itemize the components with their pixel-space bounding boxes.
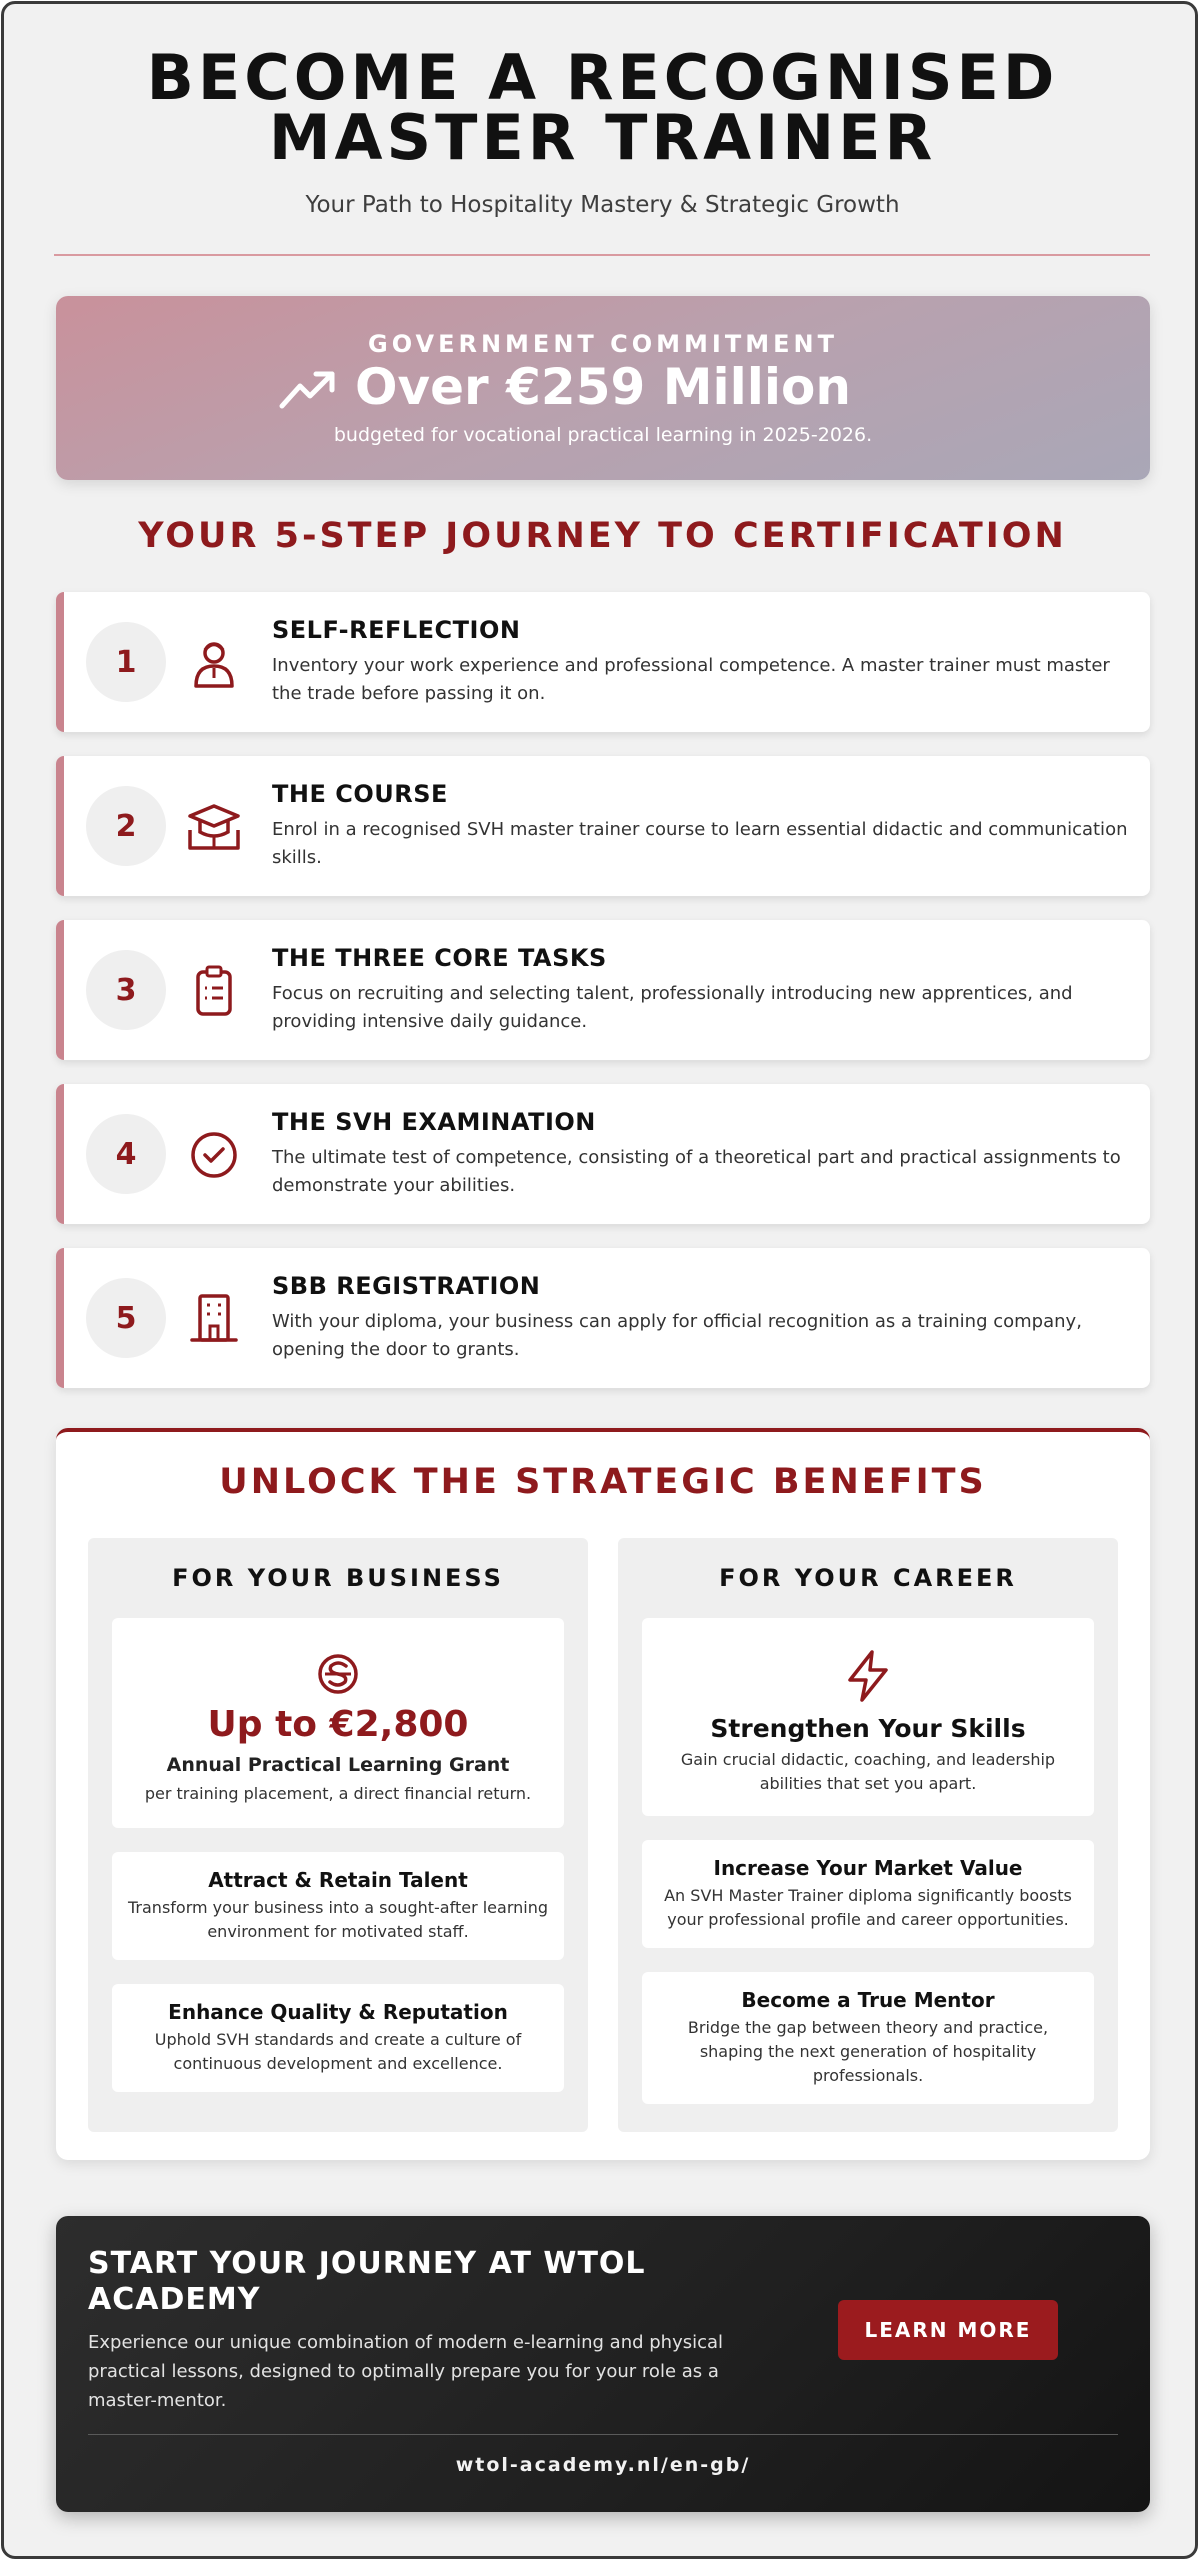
benefit-title: Increase Your Market Value (713, 1856, 1023, 1880)
benefit-card-market-value (642, 1840, 1094, 1948)
page-title-line2: MASTER TRAINER (268, 101, 937, 174)
step-number: 1 (86, 622, 166, 702)
benefit-card-true-mentor (642, 1972, 1094, 2104)
step-title: SBB REGISTRATION (272, 1272, 541, 1300)
benefit-title: Become a True Mentor (741, 1988, 995, 2012)
step-number: 3 (86, 950, 166, 1030)
cta-divider (88, 2434, 1118, 2435)
government-label: GOVERNMENT COMMITMENT (368, 330, 838, 358)
step-number: 4 (86, 1114, 166, 1194)
skills-highlight-card (642, 1618, 1094, 1816)
step-card-3 (56, 920, 1150, 1060)
benefit-title: Enhance Quality & Reputation (168, 2000, 508, 2024)
page-subtitle: Your Path to Hospitality Mastery & Strategic Growth (305, 192, 900, 218)
step-description: With your diploma, your business can apply for official recognition as a training company, opening the door to grants. (272, 1311, 1082, 1360)
step-card-4 (56, 1084, 1150, 1224)
benefit-text: Uphold SVH standards and create a culture of continuous development and excellence. (154, 2030, 522, 2073)
check-circle-icon (186, 1128, 242, 1182)
cta-description: Experience our unique combination of modern e-learning and physical practical lessons, designed to optimally prepare you for your role as a master-mentor. (88, 2332, 724, 2411)
step-description: Focus on recruiting and selecting talent, professionally introducing new apprentices, and providing intensive daily guidance. (272, 983, 1073, 1032)
career-column-heading: FOR YOUR CAREER (719, 1564, 1017, 1592)
step-description: Inventory your work experience and professional competence. A master trainer must master the trade before passing it on. (272, 655, 1110, 704)
learn-more-button[interactable]: LEARN MORE (838, 2300, 1058, 2360)
step-card-1 (56, 592, 1150, 732)
career-benefits-column (618, 1538, 1118, 2132)
step-title: THE COURSE (272, 780, 448, 808)
step-title: THE THREE CORE TASKS (272, 944, 607, 972)
header-divider (54, 254, 1150, 256)
grant-note: per training placement, a direct financial return. (144, 1784, 532, 1803)
step-title: SELF-REFLECTION (272, 616, 521, 644)
step-title: THE SVH EXAMINATION (272, 1108, 596, 1136)
grant-highlight-card (112, 1618, 564, 1828)
government-commitment-banner (56, 296, 1150, 480)
benefit-card-attract-talent (112, 1852, 564, 1960)
benefit-text: An SVH Master Trainer diploma significantly boosts your professional profile and career opportunities. (664, 1886, 1072, 1929)
cta-title: START YOUR JOURNEY AT WTOL ACADEMY (88, 2246, 646, 2317)
building-icon (186, 1292, 242, 1346)
grant-amount: Up to €2,800 (207, 1704, 469, 1745)
step-number: 5 (86, 1278, 166, 1358)
grant-label: Annual Practical Learning Grant (166, 1754, 510, 1776)
benefit-text: Transform your business into a sought-after learning environment for motivated staff. (128, 1898, 548, 1941)
graduation-cap-icon (186, 800, 242, 854)
benefits-section (56, 1428, 1150, 2160)
business-column-heading: FOR YOUR BUSINESS (172, 1564, 504, 1592)
benefits-heading: UNLOCK THE STRATEGIC BENEFITS (219, 1462, 987, 1502)
step-description: The ultimate test of competence, consisting of a theoretical part and practical assignments to demonstrate your abilities. (272, 1147, 1121, 1196)
academy-website-link[interactable]: wtol-academy.nl/en-gb/ (455, 2454, 751, 2476)
coin-icon (308, 1648, 368, 1704)
benefit-card-enhance-quality (112, 1984, 564, 2092)
step-card-5 (56, 1248, 1150, 1388)
page-frame (1, 1, 1198, 2559)
page-title-line1: BECOME A RECOGNISED (146, 41, 1059, 114)
journey-heading: YOUR 5-STEP JOURNEY TO CERTIFICATION (138, 516, 1067, 556)
government-description: budgeted for vocational practical learning in 2025-2026. (333, 424, 873, 446)
step-description: Enrol in a recognised SVH master trainer course to learn essential didactic and communication skills. (272, 819, 1128, 868)
cta-section (56, 2216, 1150, 2512)
benefit-text: Bridge the gap between theory and practice, shaping the next generation of hospitality professionals. (687, 2018, 1049, 2085)
skills-text: Gain crucial didactic, coaching, and leadership abilities that set you apart. (680, 1750, 1056, 1793)
user-reflection-icon (186, 636, 242, 690)
business-benefits-column (88, 1538, 588, 2132)
benefit-title: Attract & Retain Talent (208, 1868, 468, 1892)
skills-title: Strengthen Your Skills (710, 1714, 1026, 1743)
page-title (4, 41, 1198, 174)
step-number: 2 (86, 786, 166, 866)
government-amount: Over €259 Million (355, 358, 851, 416)
step-card-2 (56, 756, 1150, 896)
clipboard-list-icon (186, 964, 242, 1018)
lightning-icon (838, 1648, 898, 1704)
